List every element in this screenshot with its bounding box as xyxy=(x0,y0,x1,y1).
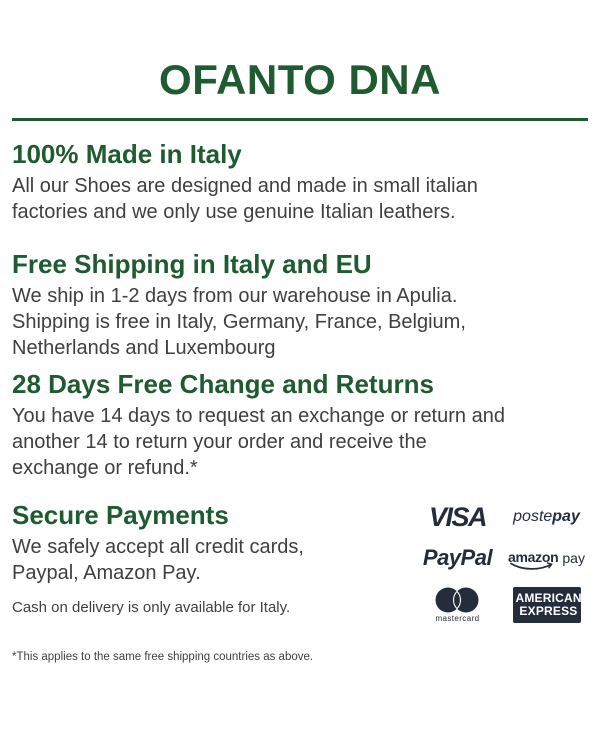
amazon-wordmark: amazon xyxy=(508,549,559,565)
mastercard-circles-icon xyxy=(435,587,479,613)
body-text-line: another 14 to return your order and receive the xyxy=(12,431,427,453)
section-heading: Free Shipping in Italy and EU xyxy=(12,249,372,279)
section-free-shipping xyxy=(12,249,588,361)
section-made-in-italy xyxy=(12,139,588,225)
section-secure-payments xyxy=(12,500,588,626)
amazon-pay-suffix: pay xyxy=(562,550,585,566)
section-heading: 100% Made in Italy xyxy=(12,139,242,169)
shipping-footnote: *This applies to the same free shipping countries as above. xyxy=(12,651,314,663)
body-text-line: All our Shoes are designed and made in small italian xyxy=(12,175,478,197)
section-returns xyxy=(12,369,588,481)
payment-methods-grid xyxy=(416,502,588,626)
paypal-wordmark: PayPal xyxy=(422,545,493,570)
amazon-smile-icon xyxy=(510,562,554,571)
body-text-line: Paypal, Amazon Pay. xyxy=(12,562,201,584)
amazon-pay-logo xyxy=(508,549,585,567)
mastercard-logo xyxy=(435,587,479,623)
cash-on-delivery-note: Cash on delivery is only available for Italy. xyxy=(12,599,291,616)
visa-wordmark: VISA xyxy=(428,501,487,532)
body-text-line: exchange or refund.* xyxy=(12,457,198,479)
body-text-line: factories and we only use genuine Italian leathers. xyxy=(12,201,456,223)
body-text-line: Shipping is free in Italy, Germany, France, Belgium, xyxy=(12,311,466,333)
body-text-line: You have 14 days to request an exchange or return and xyxy=(12,405,505,427)
body-text-line: We ship in 1-2 days from our warehouse in Apulia. xyxy=(12,285,458,307)
header xyxy=(12,0,588,121)
page-title: OFANTO DNA xyxy=(159,56,441,103)
postepay-logo xyxy=(513,508,580,526)
postepay-wordmark-bold: pay xyxy=(552,508,580,525)
paypal-logo xyxy=(423,545,492,571)
postepay-wordmark-regular: poste xyxy=(513,508,553,525)
section-heading: 28 Days Free Change and Returns xyxy=(12,369,434,399)
amex-wordmark-line2: EXPRESS xyxy=(519,604,578,618)
title-divider xyxy=(12,118,588,121)
amex-logo xyxy=(513,587,581,623)
body-text-line: Netherlands and Luxembourg xyxy=(12,337,276,359)
section-heading: Secure Payments xyxy=(12,500,229,530)
mastercard-label: mastercard xyxy=(435,614,480,623)
amex-wordmark-line1: AMERICAN xyxy=(515,591,582,605)
body-text-line: We safely accept all credit cards, xyxy=(12,536,304,558)
amex-box xyxy=(513,587,581,623)
secure-payments-text xyxy=(12,500,416,618)
visa-logo xyxy=(429,502,486,533)
